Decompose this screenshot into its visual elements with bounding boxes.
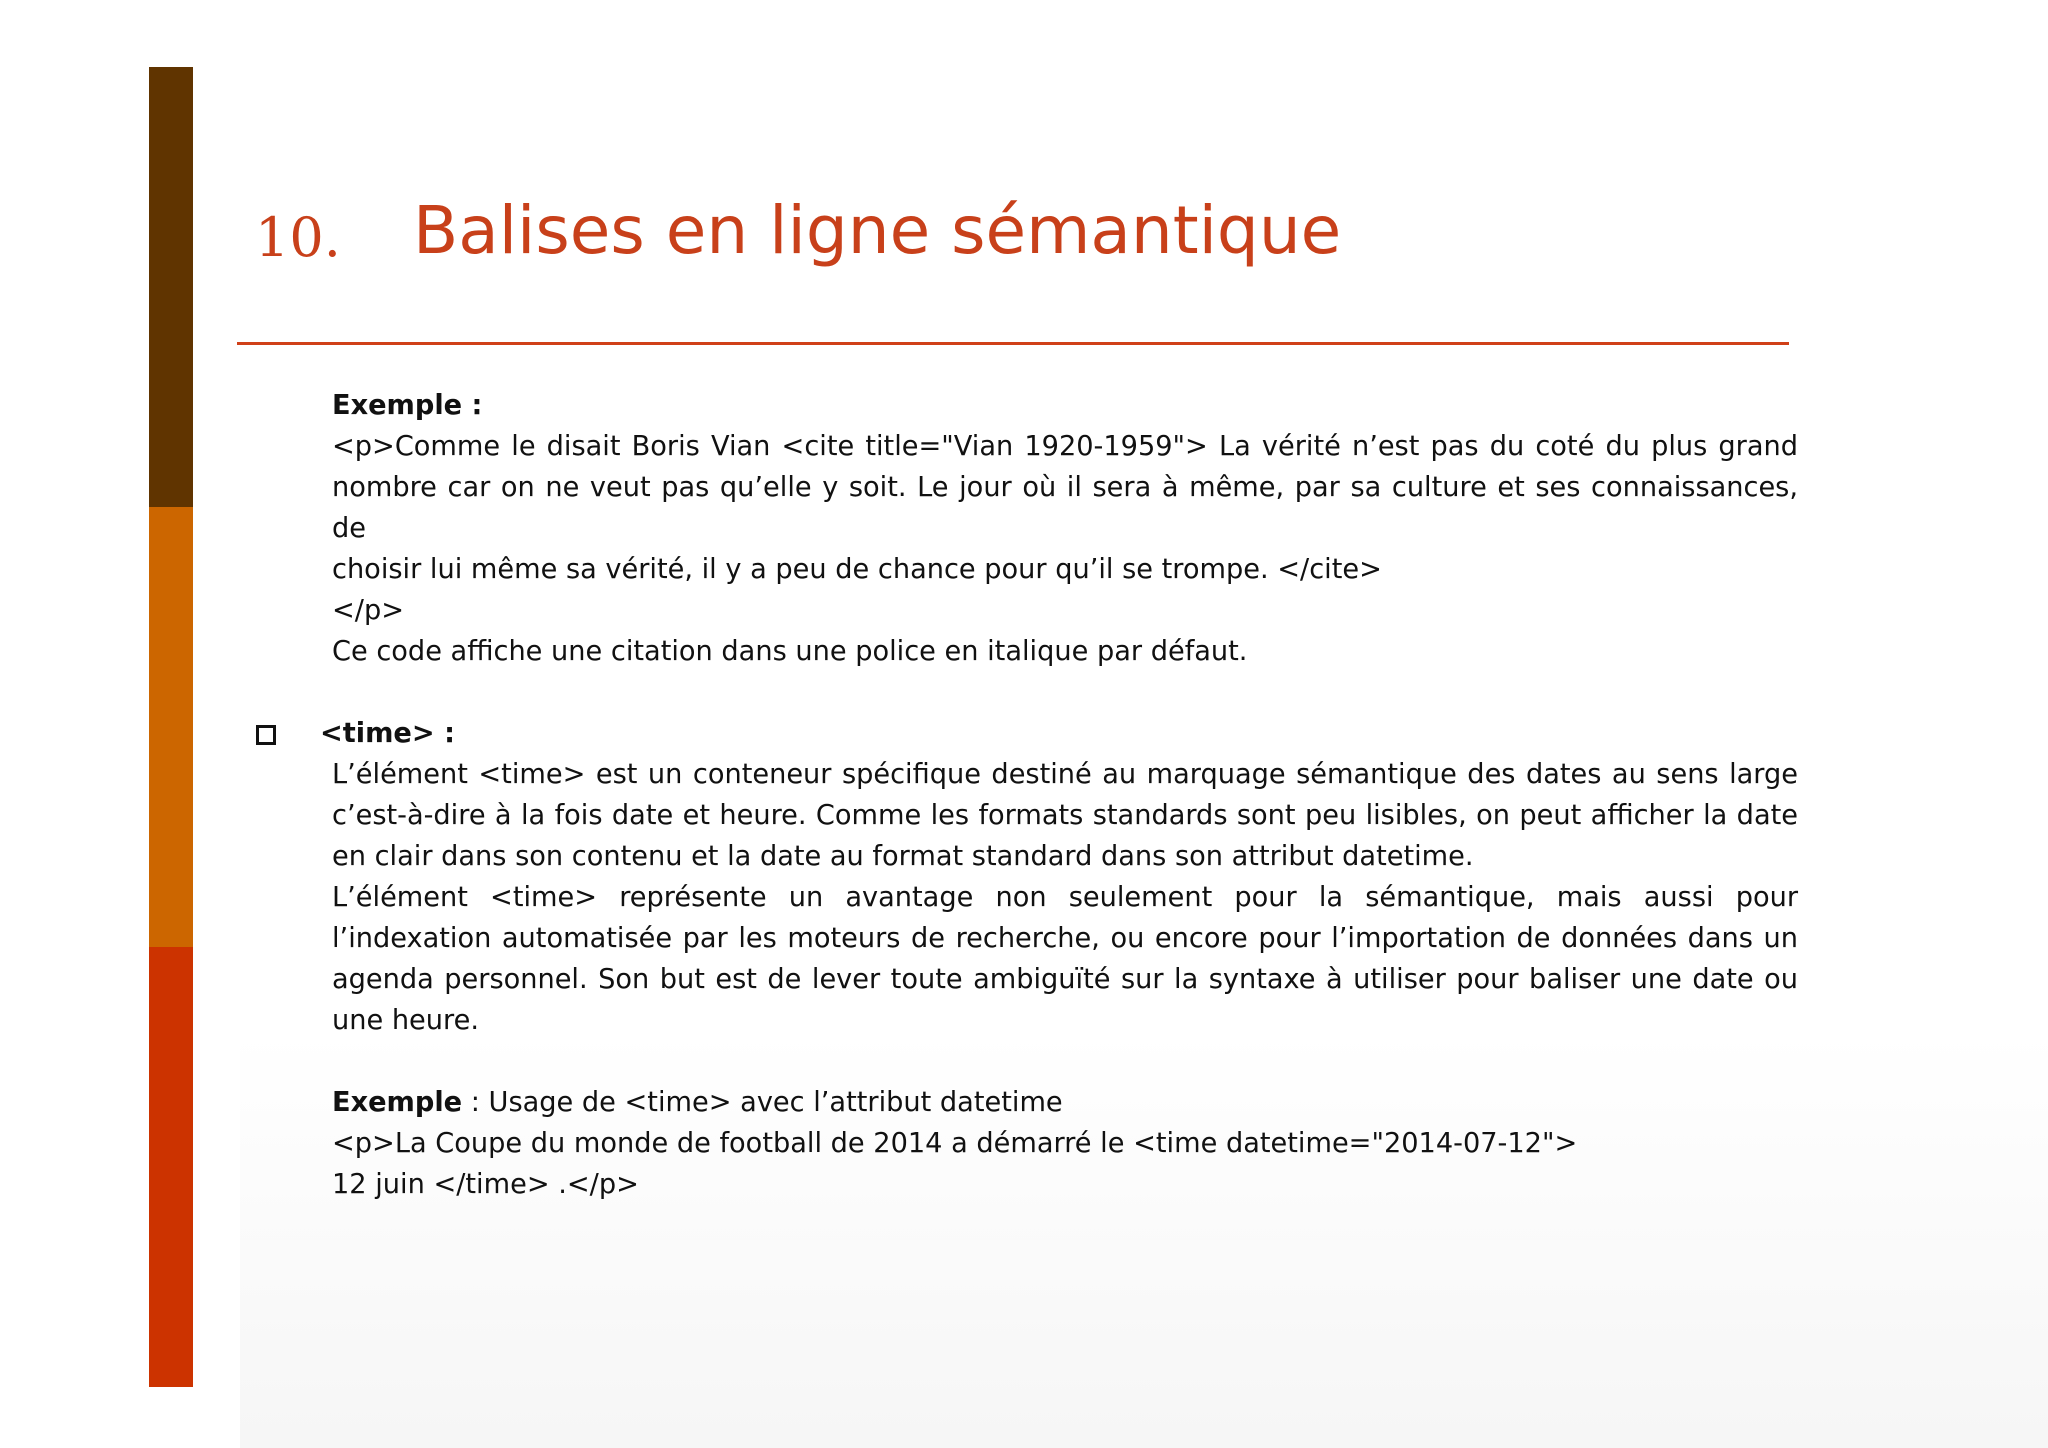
time-section-body [332, 754, 1798, 1041]
decorative-stripe-top [149, 67, 193, 507]
time-section-line: une heure. [332, 1005, 479, 1036]
example-1-code-line: choisir lui même sa vérité, il y a peu de chance pour qu’il se trompe. </cite> [332, 554, 1382, 585]
example-1-note [332, 631, 1798, 672]
decorative-stripe-bottom [149, 947, 193, 1387]
example-1-block [332, 385, 1798, 631]
example-1-label: Exemple : [332, 390, 483, 421]
example-2-label-rest: : Usage de <time> avec l’attribut datetime [462, 1087, 1063, 1118]
time-section-line: agenda personnel. Son but est de lever toute ambiguïté sur la syntaxe à utiliser pour baliser une date ou [332, 964, 1798, 995]
example-1-code-line: </p> [332, 595, 404, 626]
time-section-line: en clair dans son contenu et la date au format standard dans son attribut datetime. [332, 841, 1474, 872]
time-section-line: L’élément <time> représente un avantage non seulement pour la sémantique, mais aussi pour [332, 882, 1798, 913]
title-underline [237, 342, 1789, 345]
example-2-heading [332, 1082, 1798, 1123]
example-2-label: Exemple [332, 1087, 463, 1118]
slide-number: 10. [255, 206, 341, 269]
example-2-code-line: 12 juin </time> .</p> [332, 1169, 639, 1200]
example-1-code-line: <p>Comme le disait Boris Vian <cite title="Vian 1920-1959"> La vérité n’est pas du coté du plus grand [332, 431, 1798, 462]
time-section-line: L’élément <time> est un conteneur spécifique destiné au marquage sémantique des dates au sens large [332, 759, 1798, 790]
slide-title: Balises en ligne sémantique [413, 192, 1342, 269]
example-1-code-line: nombre car on ne veut pas qu’elle y soit. Le jour où il sera à même, par sa culture et ses connaissances, de [332, 472, 1798, 544]
hollow-square-bullet-icon [256, 725, 276, 745]
time-section-line: c’est-à-dire à la fois date et heure. Comme les formats standards sont peu lisibles, on peut afficher la date [332, 800, 1798, 831]
time-section-line: l’indexation automatisée par les moteurs de recherche, ou encore pour l’importation de données dans un [332, 923, 1798, 954]
example-2-code-line: <p>La Coupe du monde de football de 2014 a démarré le <time datetime="2014-07-12"> [332, 1128, 1578, 1159]
time-section-heading: <time> : [320, 718, 455, 749]
example-1-note-text: Ce code affiche une citation dans une police en italique par défaut. [332, 636, 1248, 667]
example-2-block [332, 1082, 1798, 1205]
decorative-stripe-middle [149, 507, 193, 947]
